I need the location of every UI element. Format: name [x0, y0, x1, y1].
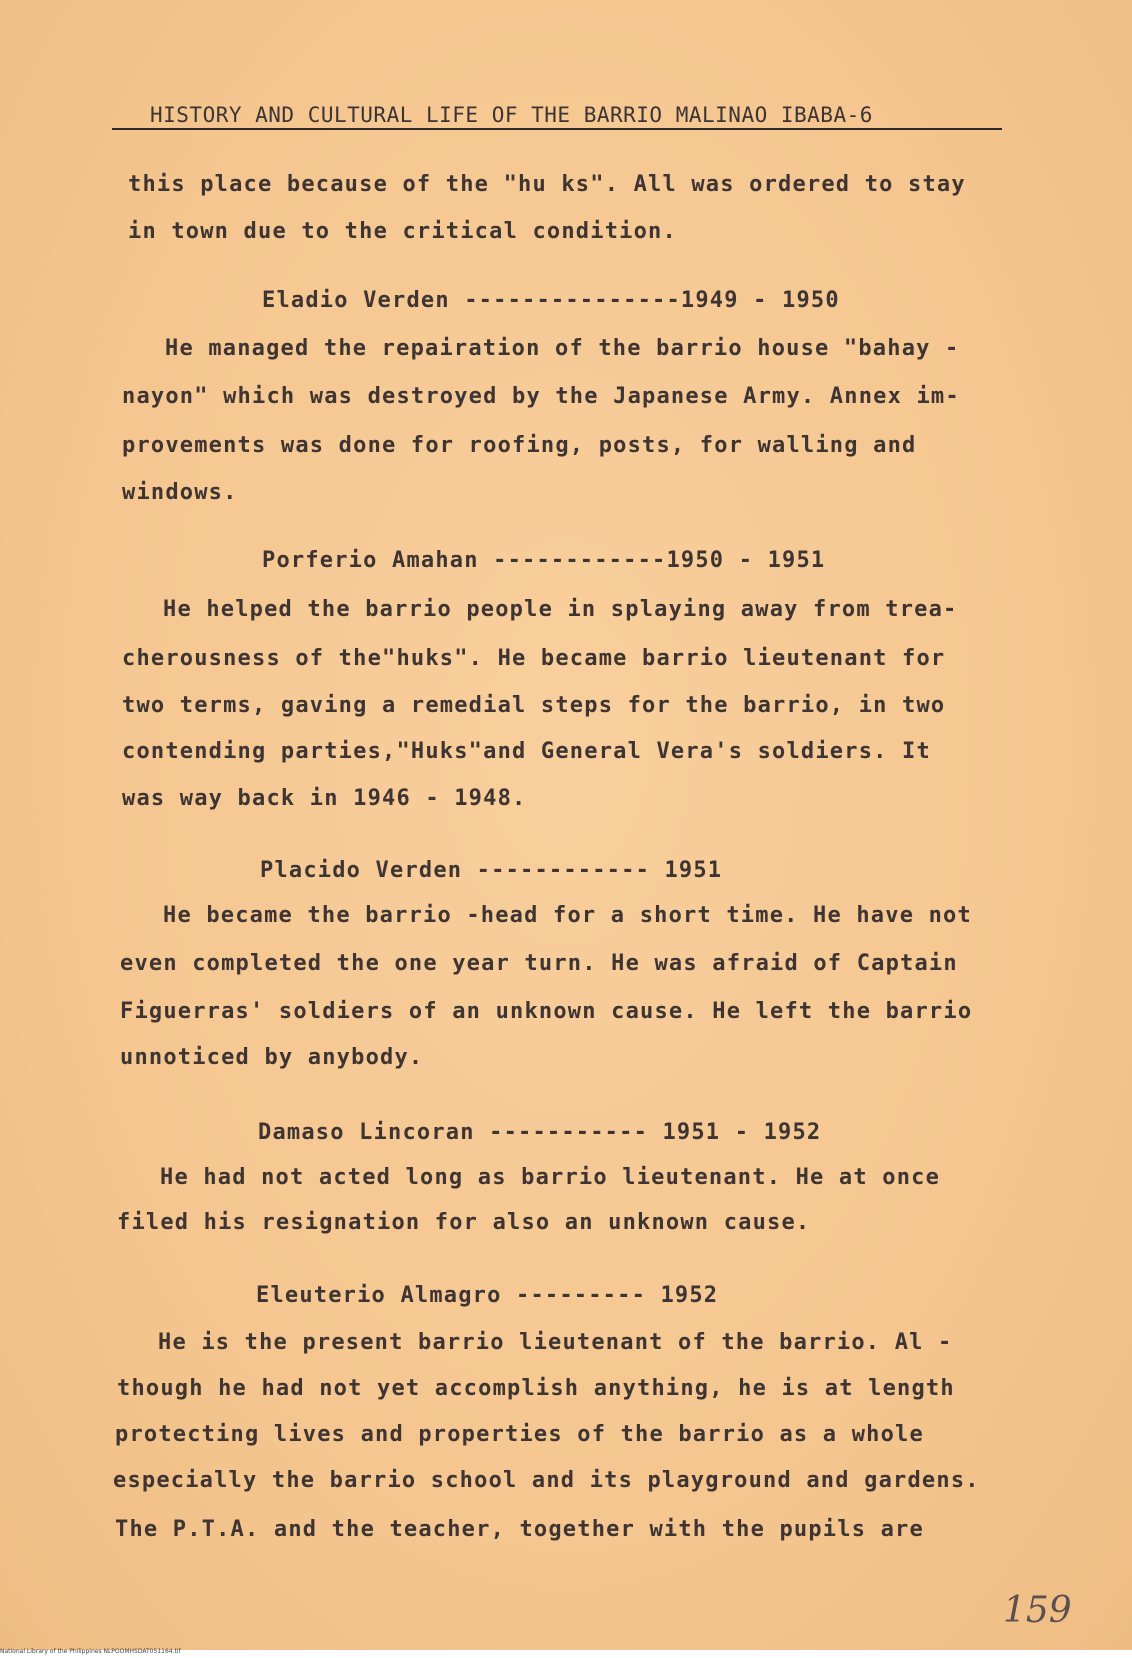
page-header-title: HISTORY AND CULTURAL LIFE OF THE BARRIO MALINAO IBABA-6 [150, 103, 873, 127]
entry-heading-damaso-lincoran: Damaso Lincoran ----------- 1951 - 1952 [258, 1120, 822, 1145]
entry-2-line-5: was way back in 1946 - 1948. [122, 786, 527, 811]
entry-4-line-2: filed his resignation for also an unknown cause. [117, 1210, 811, 1235]
entry-1-line-2: nayon" which was destroyed by the Japanese Army. Annex im- [122, 384, 960, 409]
entry-2-line-3: two terms, gaving a remedial steps for the barrio, in two [122, 693, 946, 718]
entry-5-line-2: though he had not yet accomplish anything, he is at length [117, 1376, 955, 1401]
entry-heading-porferio-amahan: Porferio Amahan ------------1950 - 1951 [262, 548, 826, 573]
header-underline [112, 128, 1002, 130]
entry-5-line-1: He is the present barrio lieutenant of the barrio. Al - [158, 1330, 953, 1355]
intro-line-2: in town due to the critical condition. [128, 219, 677, 244]
entry-1-line-1: He managed the repairation of the barrio house "bahay - [165, 336, 960, 361]
entry-5-line-3: protecting lives and properties of the barrio as a whole [115, 1422, 924, 1447]
entry-heading-eladio-verden: Eladio Verden ---------------1949 - 1950 [262, 288, 840, 313]
handwritten-page-number: 159 [1003, 1590, 1072, 1631]
entry-2-line-1: He helped the barrio people in splaying away from trea- [163, 597, 958, 622]
scan-footer-text: National Library of the Philippines NLPOOMHSDAT051164.tif [0, 1648, 181, 1655]
entry-5-line-4: especially the barrio school and its playground and gardens. [113, 1468, 980, 1493]
entry-heading-eleuterio-almagro: Eleuterio Almagro --------- 1952 [256, 1283, 719, 1308]
entry-5-line-5: The P.T.A. and the teacher, together with the pupils are [115, 1517, 924, 1542]
entry-3-line-4: unnoticed by anybody. [120, 1045, 424, 1070]
entry-2-line-4: contending parties,"Huks"and General Vera's soldiers. It [122, 739, 931, 764]
entry-3-line-1: He became the barrio -head for a short time. He have not [163, 903, 972, 928]
entry-2-line-2: cherousness of the"huks". He became barrio lieutenant for [122, 646, 946, 671]
entry-1-line-3: provements was done for roofing, posts, for walling and [122, 433, 917, 458]
entry-1-line-4: windows. [122, 480, 238, 505]
entry-3-line-2: even completed the one year turn. He was afraid of Captain [120, 951, 958, 976]
intro-line-1: this place because of the "hu ks". All was ordered to stay [128, 172, 966, 197]
entry-heading-placido-verden: Placido Verden ------------ 1951 [260, 858, 723, 883]
entry-3-line-3: Figuerras' soldiers of an unknown cause. He left the barrio [120, 999, 973, 1024]
entry-4-line-1: He had not acted long as barrio lieutenant. He at once [160, 1165, 941, 1190]
